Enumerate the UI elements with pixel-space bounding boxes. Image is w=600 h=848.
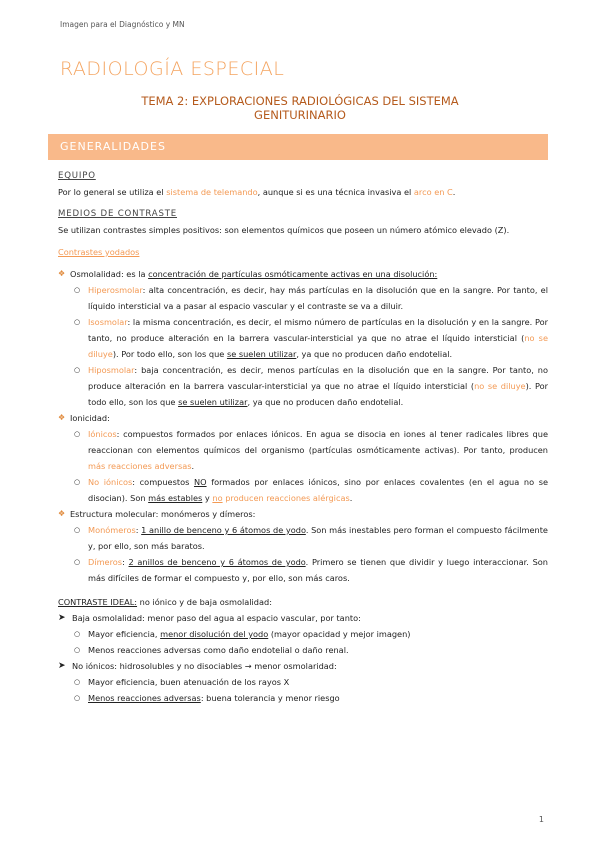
- text: . Primero se tienen que dividir y luego interaccionar. Son más difíciles de formar el compuesto y, por ello, son más caros.: [88, 557, 548, 583]
- circle-bullet-icon: ○: [74, 478, 81, 486]
- text: :: [122, 557, 129, 567]
- equipo-paragraph: [58, 184, 548, 200]
- arrow-bullet-icon: ➤: [58, 613, 66, 623]
- circle-bullet-icon: ○: [74, 558, 81, 566]
- bullet-menos-reacciones: [58, 642, 548, 658]
- yodados-heading: Contrastes yodados: [58, 247, 140, 257]
- text: .: [191, 461, 195, 471]
- bullet-ionicidad: [58, 410, 548, 426]
- bullet-isosmolar: [58, 314, 548, 362]
- text: : la misma concentración, es decir, el mismo número de partículas en la disolución y en la sangre. Por tanto, no produce alteración en la barrera vascular-intersticial ya que no atrae el líquido intersticial (: [88, 317, 548, 343]
- underlined-text: concentración de partículas osmóticamente activas en una disolución:: [148, 269, 438, 279]
- diamond-bullet-icon: ❖: [58, 509, 66, 518]
- underlined-text: se suelen utilizar: [226, 349, 297, 359]
- bullet-tolerancia: [58, 690, 548, 706]
- text: , ya que no producen daño endotelial.: [247, 397, 404, 407]
- highlight: no se diluye: [474, 381, 526, 391]
- circle-bullet-icon: ○: [74, 678, 81, 686]
- circle-bullet-icon: ○: [74, 526, 81, 534]
- section-header: GENERALIDADES: [48, 134, 548, 160]
- bullet-dimeros: [58, 554, 548, 586]
- term: Isosmolar: [88, 317, 128, 327]
- highlight: no se diluye: [88, 333, 548, 359]
- text: Estructura molecular: monómeros y dímeros:: [70, 509, 256, 519]
- text: (mayor opacidad y mejor imagen): [268, 629, 411, 639]
- circle-bullet-icon: ○: [74, 286, 81, 294]
- underlined-text: NO: [193, 477, 207, 487]
- text: ). Por todo ello, son los que: [88, 381, 548, 407]
- underlined-text: 2 anillos de benceno y 6 átomos de yodo: [128, 557, 306, 567]
- bullet-hiposmolar: [58, 362, 548, 410]
- text: . Son más inestables pero forman el compuesto fácilmente y, por ello, son más baratos.: [88, 525, 548, 551]
- bullet-atenuacion: [58, 674, 548, 690]
- text: : compuestos formados por enlaces iónicos. En agua se disocia en iones al tener radicales libres que reaccionan con elementos químicos del organismo (partículas osmóticamente activas). Por tanto, producen: [88, 429, 548, 455]
- text: Osmolalidad: es la: [70, 269, 149, 279]
- document-body: [58, 168, 548, 706]
- text: ). Por todo ello, son los que: [112, 349, 227, 359]
- text: Ionicidad:: [70, 413, 110, 423]
- bullet-osmolalidad: [58, 266, 548, 282]
- underlined-text: 1 anillo de benceno y 6 átomos de yodo: [141, 525, 306, 535]
- bullet-monomeros: [58, 522, 548, 554]
- bullet-estructura: [58, 506, 548, 522]
- term: Hiperosmolar: [88, 285, 143, 295]
- highlight: sistema de telemando: [166, 187, 258, 197]
- text: : alta concentración, es decir, hay más partículas en la disolución que en la sangre. Por tanto, el líquido intersticial va a pasar al espacio vascular y el contraste se va a diluir.: [88, 285, 548, 311]
- text: y: [202, 493, 213, 503]
- underlined-text: Menos reacciones adversas: [88, 693, 201, 703]
- circle-bullet-icon: ○: [74, 366, 81, 374]
- bullet-mayor-eficiencia: [58, 626, 548, 642]
- text: Mayor eficiencia, buen atenuación de los rayos X: [88, 677, 290, 687]
- bullet-no-ionicos: [58, 474, 548, 506]
- text: :: [135, 525, 142, 535]
- text: Menos reacciones adversas como daño endotelial o daño renal.: [88, 645, 349, 655]
- bullet-hiperosmolar: [58, 282, 548, 314]
- text: Por lo general se utiliza el: [58, 187, 167, 197]
- equipo-heading: EQUIPO: [58, 171, 96, 181]
- topic-title-line2: GENITURINARIO: [254, 108, 346, 122]
- page-number: 1: [538, 815, 544, 824]
- circle-bullet-icon: ○: [74, 318, 81, 326]
- medios-heading: MEDIOS DE CONTRASTE: [58, 209, 178, 219]
- text: Mayor eficiencia,: [88, 629, 161, 639]
- term: Iónicos: [88, 429, 117, 439]
- circle-bullet-icon: ○: [74, 430, 81, 438]
- medios-paragraph: Se utilizan contrastes simples positivos: son elementos químicos que poseen un número atómico elevado (Z).: [58, 225, 510, 235]
- underlined-text: más estables: [148, 493, 203, 503]
- text: .: [349, 493, 353, 503]
- diamond-bullet-icon: ❖: [58, 413, 66, 422]
- highlight: no: [212, 493, 223, 503]
- topic-title: [60, 94, 540, 122]
- text: , ya que no producen daño endotelial.: [296, 349, 453, 359]
- bullet-no-ionicos-ideal: [58, 658, 548, 674]
- underlined-text: CONTRASTE IDEAL:: [58, 597, 138, 607]
- text: : baja concentración, es decir, menos partículas en la disolución que en la sangre. Por tanto, no produce alteración en la barrera vascular-intersticial ya que no atrae el líquido intersticial (: [88, 365, 548, 391]
- text: .: [452, 187, 456, 197]
- text: formados por enlaces iónicos, sino por enlaces covalentes (en el agua no se disocian). Son: [88, 477, 549, 503]
- underlined-text: menor disolución del yodo: [160, 629, 269, 639]
- term: Hiposmolar: [88, 365, 135, 375]
- text: No iónicos: hidrosolubles y no disociables → menor osmolaridad:: [72, 661, 337, 671]
- text: : compuestos: [132, 477, 194, 487]
- arrow-bullet-icon: ➤: [58, 661, 66, 671]
- diamond-bullet-icon: ❖: [58, 269, 66, 278]
- contraste-ideal: [58, 594, 548, 610]
- term: No iónicos: [88, 477, 133, 487]
- term: Dímeros: [88, 557, 123, 567]
- underlined-text: se suelen utilizar: [178, 397, 248, 407]
- circle-bullet-icon: ○: [74, 646, 81, 654]
- highlight: más reacciones adversas: [88, 461, 192, 471]
- highlight: arco en C: [413, 187, 453, 197]
- circle-bullet-icon: ○: [74, 694, 81, 702]
- text: , aunque si es una técnica invasiva el: [257, 187, 414, 197]
- highlight: producen reacciones alérgicas: [225, 493, 350, 503]
- bullet-baja-osmolalidad: [58, 610, 548, 626]
- text: : buena tolerancia y menor riesgo: [200, 693, 340, 703]
- document-title: RADIOLOGÍA ESPECIAL: [60, 58, 285, 80]
- topic-title-line1: TEMA 2: EXPLORACIONES RADIOLÓGICAS DEL SISTEMA: [141, 94, 459, 108]
- term: Monómeros: [88, 525, 136, 535]
- running-header: Imagen para el Diagnóstico y MN: [60, 20, 185, 29]
- text: no iónico y de baja osmolalidad:: [137, 597, 272, 607]
- circle-bullet-icon: ○: [74, 630, 81, 638]
- text: Baja osmolalidad: menor paso del agua al espacio vascular, por tanto:: [72, 613, 361, 623]
- bullet-ionicos: [58, 426, 548, 474]
